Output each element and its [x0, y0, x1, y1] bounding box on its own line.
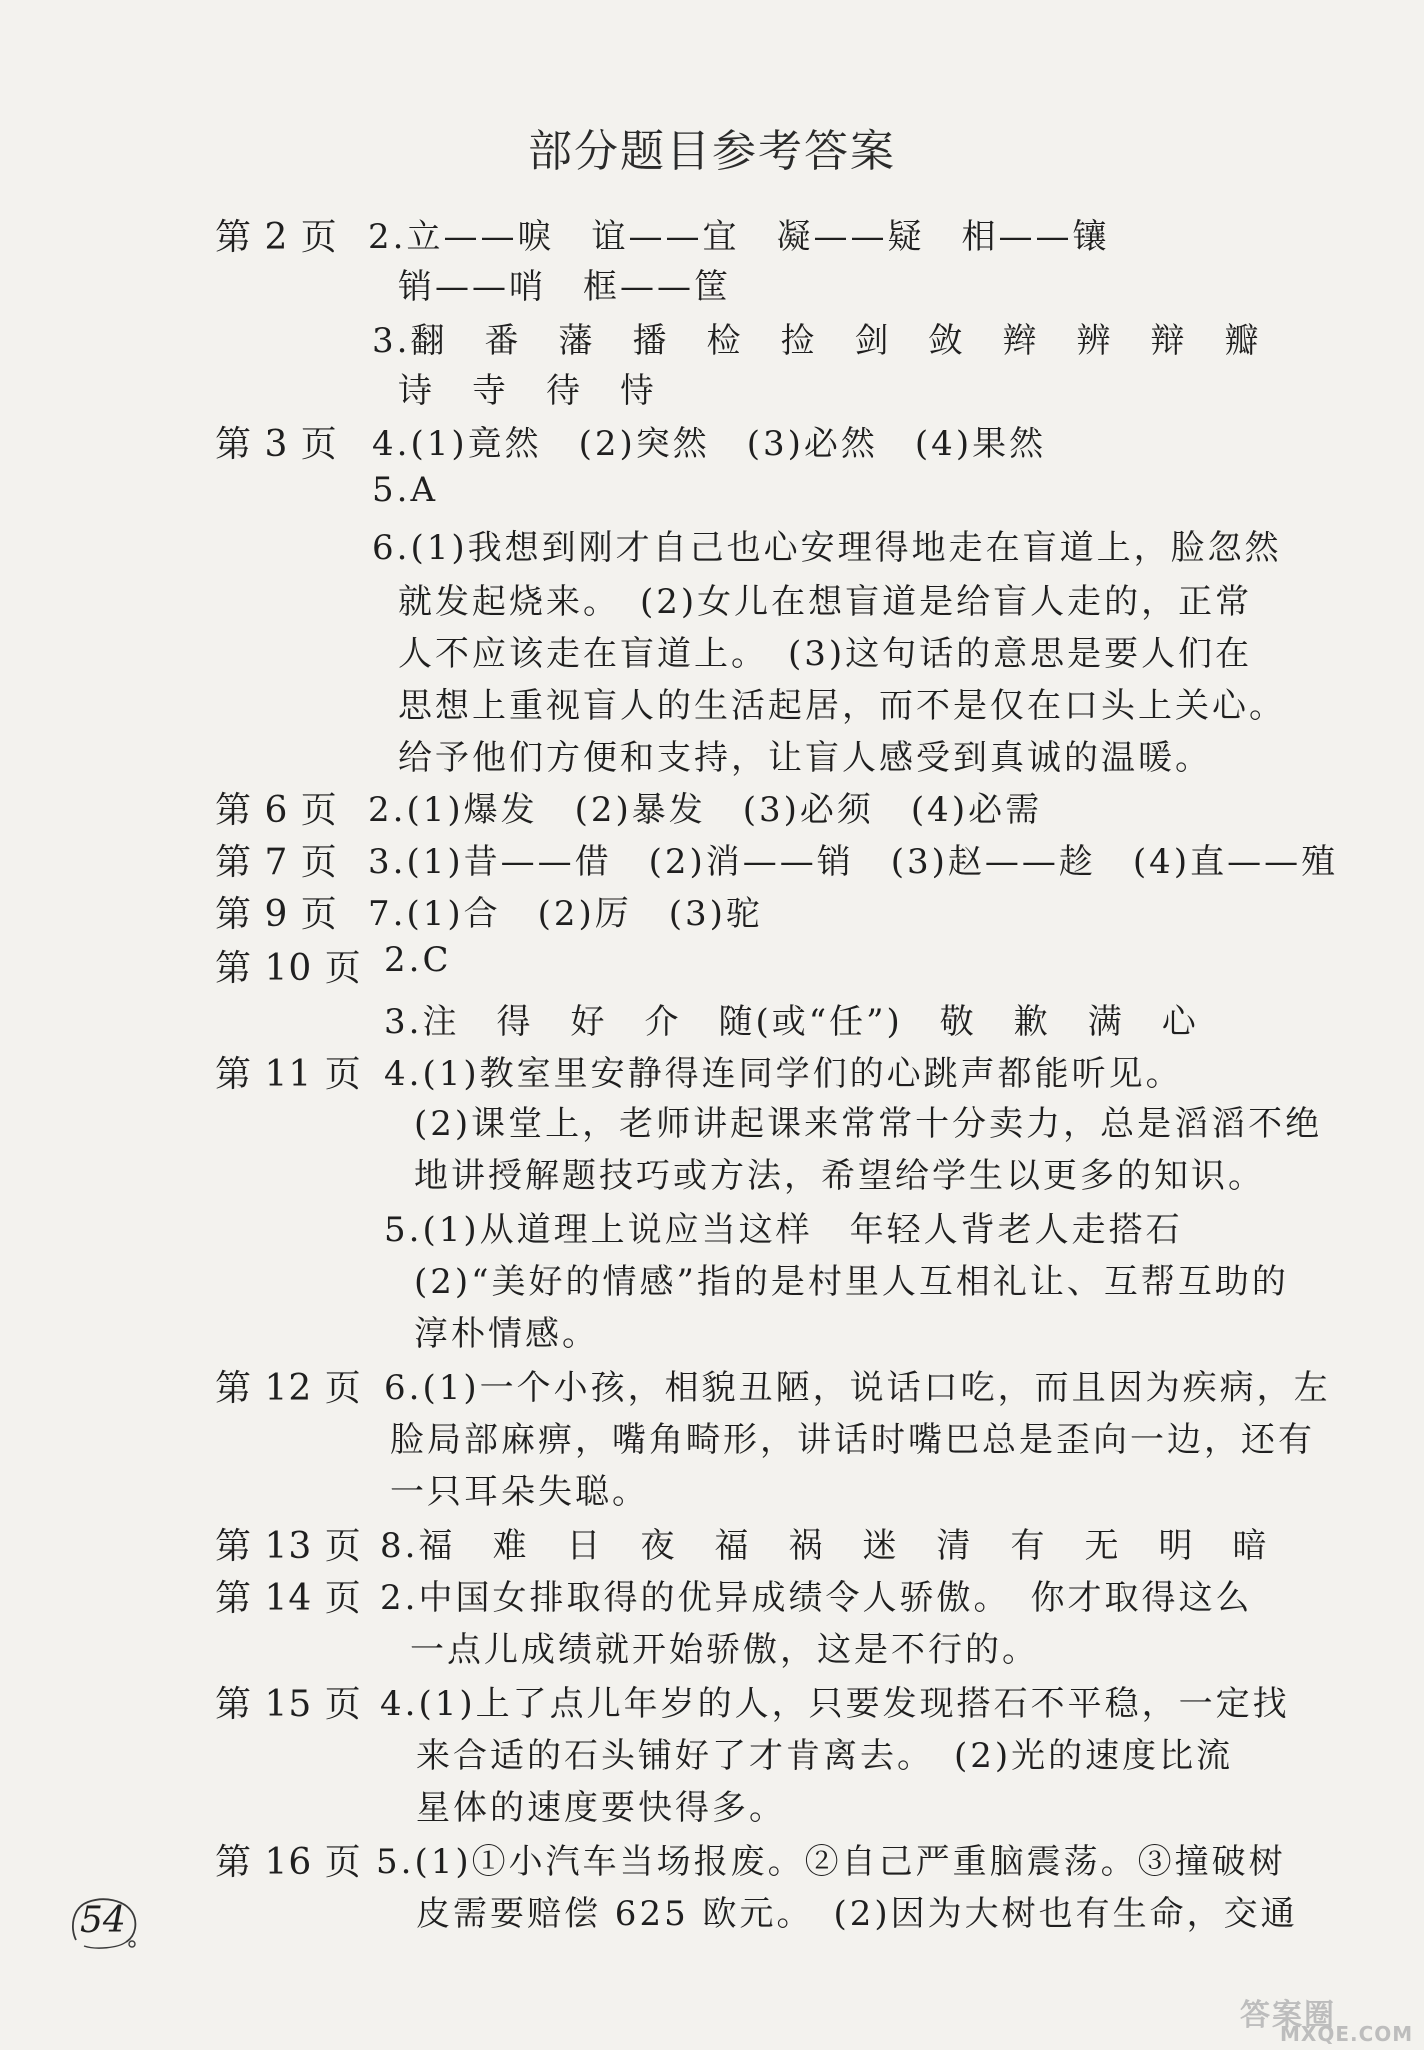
page-label: 第 7 页: [215, 842, 338, 883]
answer-line: 2.中国女排取得的优异成绩令人骄傲。 你才取得这么: [380, 1578, 1253, 1618]
answer-line: 地讲授解题技巧或方法，希望给学生以更多的知识。: [414, 1156, 1265, 1196]
answer-line: 就发起烧来。 (2)女儿在想盲道是给盲人走的，正常: [398, 582, 1253, 622]
answer-line: 3.翻 番 藩 播 检 捡 剑 敛 辫 辨 辩 瓣: [372, 321, 1262, 361]
page-label: 第 10 页: [215, 948, 362, 989]
page-label: 第 9 页: [215, 894, 338, 935]
answer-line: 销——哨 框——筐: [398, 267, 731, 307]
answer-line: (2)课堂上，老师讲起课来常常十分卖力，总是滔滔不绝: [414, 1104, 1323, 1144]
answer-line: (2)“美好的情感”指的是村里人互相礼让、互帮互助的: [414, 1262, 1289, 1302]
answer-line: 皮需要赔偿 625 欧元。 (2)因为大树也有生命，交通: [416, 1894, 1298, 1934]
answer-line: 一点儿成绩就开始骄傲，这是不行的。: [410, 1630, 1039, 1670]
answer-line: 4.(1)上了点儿年岁的人，只要发现搭石不平稳，一定找: [380, 1684, 1290, 1724]
page-number: [66, 1892, 146, 1954]
answer-line: 4.(1)竟然 (2)突然 (3)必然 (4)果然: [372, 424, 1047, 464]
page-label: 第 3 页: [215, 424, 338, 465]
page-label: 第 14 页: [215, 1578, 362, 1619]
page-label: 第 2 页: [215, 217, 338, 258]
answer-line: 7.(1)合 (2)厉 (3)驼: [368, 894, 763, 934]
page-title: 部分题目参考答案: [528, 126, 896, 177]
answer-line: 一只耳朵失聪。: [390, 1472, 649, 1512]
answer-line: 人不应该走在盲道上。 (3)这句话的意思是要人们在: [398, 634, 1253, 674]
page-label: 第 16 页: [215, 1842, 362, 1883]
answer-line: 5.(1)从道理上说应当这样 年轻人背老人走搭石: [384, 1210, 1183, 1250]
answer-line: 5.(1)①小汽车当场报废。②自己严重脑震荡。③撞破树: [376, 1842, 1286, 1882]
answer-line: 5.A: [372, 470, 438, 510]
answer-line: 2.立——唳 谊——宜 凝——疑 相——镶: [368, 217, 1110, 257]
answer-line: 3.注 得 好 介 随(或“任”) 敬 歉 满 心: [384, 1002, 1199, 1042]
answer-line: 思想上重视盲人的生活起居，而不是仅在口头上关心。: [398, 686, 1286, 726]
page-number-text: 54: [80, 1900, 126, 1941]
answer-line: 3.(1)昔——借 (2)消——销 (3)赵——趁 (4)直——殖: [368, 842, 1339, 882]
page-label: 第 6 页: [215, 790, 338, 831]
answer-line: 2.C: [384, 940, 452, 980]
page-label: 第 13 页: [215, 1526, 362, 1567]
answer-line: 诗 寺 待 恃: [398, 371, 657, 411]
page-label: 第 15 页: [215, 1684, 362, 1725]
page-label: 第 12 页: [215, 1368, 362, 1409]
answer-line: 淳朴情感。: [414, 1314, 599, 1354]
answer-line: 给予他们方便和支持，让盲人感受到真诚的温暖。: [398, 738, 1212, 778]
watermark: [1240, 1990, 1415, 2045]
answer-line: 来合适的石头铺好了才肯离去。 (2)光的速度比流: [416, 1736, 1234, 1776]
answer-line: 6.(1)一个小孩，相貌丑陋，说话口吃，而且因为疾病，左: [384, 1368, 1331, 1408]
watermark-logo: 答案圈: [1240, 1998, 1336, 2033]
answer-line: 2.(1)爆发 (2)暴发 (3)必须 (4)必需: [368, 790, 1043, 830]
answer-line: 6.(1)我想到刚才自己也心安理得地走在盲道上，脸忽然: [372, 528, 1282, 568]
answer-line: 8.福 难 日 夜 福 祸 迷 清 有 无 明 暗: [380, 1526, 1270, 1566]
page-label: 第 11 页: [215, 1054, 362, 1095]
watermark-url: MXQE.COM: [1280, 2022, 1414, 2046]
answer-line: 4.(1)教室里安静得连同学们的心跳声都能听见。: [384, 1054, 1183, 1094]
answer-line: 星体的速度要快得多。: [416, 1788, 786, 1828]
answer-line: 脸局部麻痹，嘴角畸形，讲话时嘴巴总是歪向一边，还有: [390, 1420, 1315, 1460]
